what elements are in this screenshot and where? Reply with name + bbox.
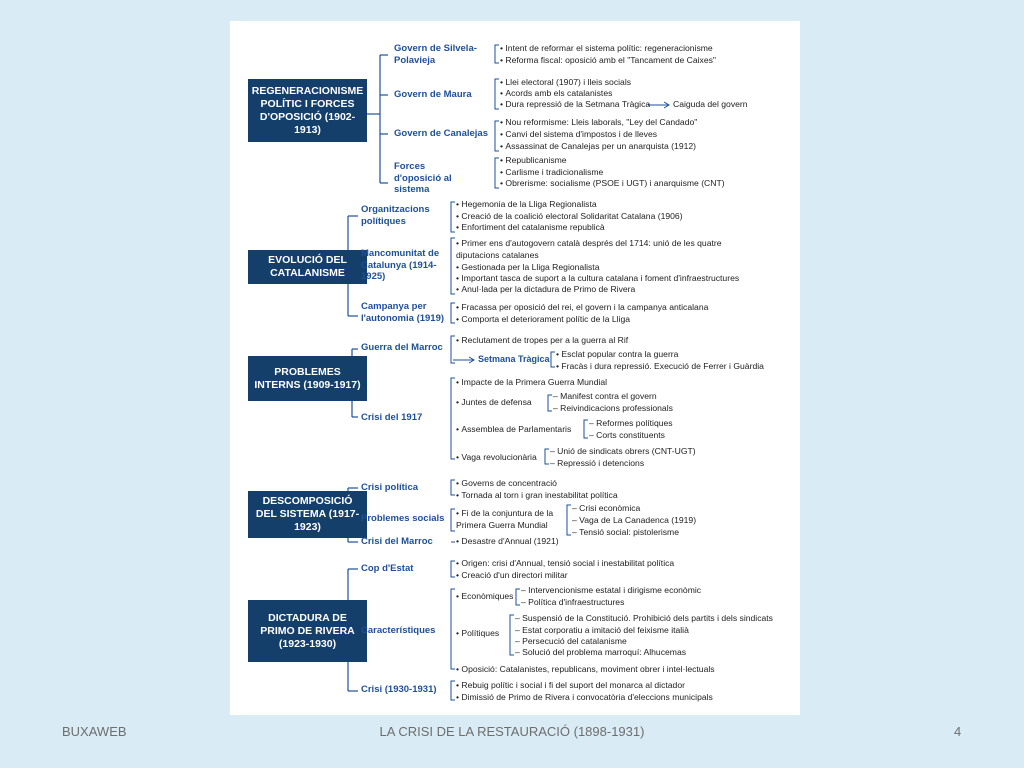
list-item: • Hegemonia de la Lliga Regionalista	[456, 199, 597, 211]
list-item: • Important tasca de suport a la cultura catalana i foment d'infraestructures	[456, 273, 739, 285]
list-item: • Polítiques	[456, 628, 499, 640]
list-item: • Rebuig polític i social i fi del suport del monarca al dictador	[456, 680, 685, 692]
section-dictadura: DICTADURA DE PRIMO DE RIVERA (1923-1930)	[248, 600, 367, 662]
branch-crisi-marroc: Crisi del Marroc	[361, 536, 433, 547]
branch-govern-maura: Govern de Maura	[394, 89, 472, 100]
list-item: • Assassinat de Canalejas per un anarquista (1912)	[500, 141, 696, 153]
list-subitem: – Corts constituents	[589, 430, 665, 442]
section-problemes-interns: PROBLEMES INTERNS (1909-1917)	[248, 356, 367, 401]
list-item: • Acords amb els catalanistes	[500, 88, 612, 100]
list-item: • Reforma fiscal: oposició amb el "Tancament de Caixes"	[500, 55, 716, 67]
list-subitem: – Unió de sindicats obrers (CNT-UGT)	[550, 446, 696, 458]
branch-crisi-politica: Crisi política	[361, 482, 419, 493]
list-item: • Fi de la conjuntura de la Primera Guerra Mundial	[456, 508, 568, 531]
list-item: • Vaga revolucionària	[456, 452, 537, 464]
section-descomposicio: DESCOMPOSICIÓ DEL SISTEMA (1917-1923)	[248, 491, 367, 538]
list-subitem: – Solució del problema marroquí: Alhucemas	[515, 647, 686, 659]
branch-crisi-1917: Crisi del 1917	[361, 412, 423, 423]
list-item: • Enfortiment del catalanisme republicà	[456, 222, 605, 234]
list-item: • Assemblea de Parlamentaris	[456, 424, 571, 436]
list-subitem: – Vaga de La Canadenca (1919)	[572, 515, 696, 527]
list-item: • Obrerisme: socialisme (PSOE i UGT) i anarquisme (CNT)	[500, 178, 725, 190]
list-item: • Origen: crisi d'Annual, tensió social i inestabilitat política	[456, 558, 674, 570]
setmana-tragica-label: Setmana Tràgica	[478, 354, 550, 364]
list-subitem: – Tensió social: pistolerisme	[572, 527, 679, 539]
branch-guerra-marroc: Guerra del Marroc	[361, 342, 443, 353]
branch-govern-canalejas: Govern de Canalejas	[394, 128, 488, 139]
list-item: • Dimissió de Primo de Rivera i convocatòria d'eleccions municipals	[456, 692, 713, 704]
list-item: • Comporta el deteriorament polític de la Lliga	[456, 314, 630, 326]
list-item: • Intent de reformar el sistema polític: regeneracionisme	[500, 43, 713, 55]
branch-mancomunitat: Mancomunitat de Catalunya (1914-1925)	[361, 248, 440, 282]
branch-problemes-socials: Problemes socials	[361, 513, 445, 524]
list-subitem: – Repressió i detencions	[550, 458, 644, 470]
list-item: • Desastre d'Annual (1921)	[456, 536, 559, 548]
list-subitem: – Crisi econòmica	[572, 503, 640, 515]
concept-map-panel	[230, 21, 800, 715]
list-item: • Tornada al torn i gran inestabilitat política	[456, 490, 618, 502]
list-item: • Creació d'un directori militar	[456, 570, 568, 582]
branch-forces-oposicio: Forces d'oposició al sistema	[394, 161, 452, 195]
list-item: • Gestionada per la Lliga Regionalista	[456, 262, 599, 274]
list-item: • Fracàs i dura repressió. Execució de Ferrer i Guàrdia	[556, 361, 764, 373]
branch-crisi-1930: Crisi (1930-1931)	[361, 684, 437, 695]
list-item: • Anul·lada per la dictadura de Primo de Rivera	[456, 284, 635, 296]
list-subitem: – Estat corporatiu a imitació del feixisme italià	[515, 625, 689, 637]
page-number: 4	[954, 724, 962, 739]
branch-campanya-autonomia: Campanya per l'autonomia (1919)	[361, 301, 445, 324]
list-item: • Oposició: Catalanistes, republicans, moviment obrer i intel·lectuals	[456, 664, 715, 676]
list-item: • Juntes de defensa	[456, 397, 532, 409]
list-item: • Carlisme i tradicionalisme	[500, 167, 603, 179]
list-subitem: – Persecució del catalanisme	[515, 636, 627, 648]
list-subitem: – Reivindicacions professionals	[553, 403, 673, 415]
list-item: • Dura repressió de la Setmana Tràgica	[500, 99, 650, 111]
branch-organitzacions: Organitzacions polítiques	[361, 204, 430, 227]
section-catalanisme: EVOLUCIÓ DEL CATALANISME	[248, 250, 367, 284]
list-item: • Reclutament de tropes per a la guerra al Rif	[456, 335, 628, 347]
list-subitem: – Suspensió de la Constitució. Prohibició dels partits i dels sindicats	[515, 613, 773, 625]
list-item: • Primer ens d'autogovern català després del 1714: unió de les quatre diputacions catalanes	[456, 238, 756, 261]
list-subitem: – Manifest contra el govern	[553, 391, 657, 403]
arrow-result-caiguda: Caiguda del govern	[673, 99, 748, 109]
branch-govern-silvela: Govern de Silvela-Polavieja	[394, 43, 477, 66]
footer-author: BUXAWEB	[62, 724, 127, 739]
list-item: • Impacte de la Primera Guerra Mundial	[456, 377, 607, 389]
list-subitem: – Intervencionisme estatal i dirigisme econòmic	[521, 585, 701, 597]
list-item: • Canvi del sistema d'impostos i de lleves	[500, 129, 657, 141]
footer-title: LA CRISI DE LA RESTAURACIÓ (1898-1931)	[379, 724, 645, 739]
branch-cop-estat: Cop d'Estat	[361, 563, 414, 574]
list-subitem: – Política d'infraestructures	[521, 597, 624, 609]
list-item: • Creació de la coalició electoral Solidaritat Catalana (1906)	[456, 211, 683, 223]
section-regeneracionisme: REGENERACIONISME POLÍTIC I FORCES D'OPOSICIÓ (1902-1913)	[248, 79, 367, 142]
list-item: • Nou reformisme: Lleis laborals, "Ley del Candado"	[500, 117, 697, 129]
list-item: • Llei electoral (1907) i lleis socials	[500, 77, 631, 89]
list-item: • Esclat popular contra la guerra	[556, 349, 678, 361]
list-item: • Republicanisme	[500, 155, 567, 167]
list-item: • Econòmiques	[456, 591, 513, 603]
branch-caracteristiques: Característiques	[361, 625, 436, 636]
list-subitem: – Reformes polítiques	[589, 418, 673, 430]
list-item: • Governs de concentració	[456, 478, 557, 490]
list-item: • Fracassa per oposició del rei, el govern i la campanya anticalana	[456, 302, 708, 314]
